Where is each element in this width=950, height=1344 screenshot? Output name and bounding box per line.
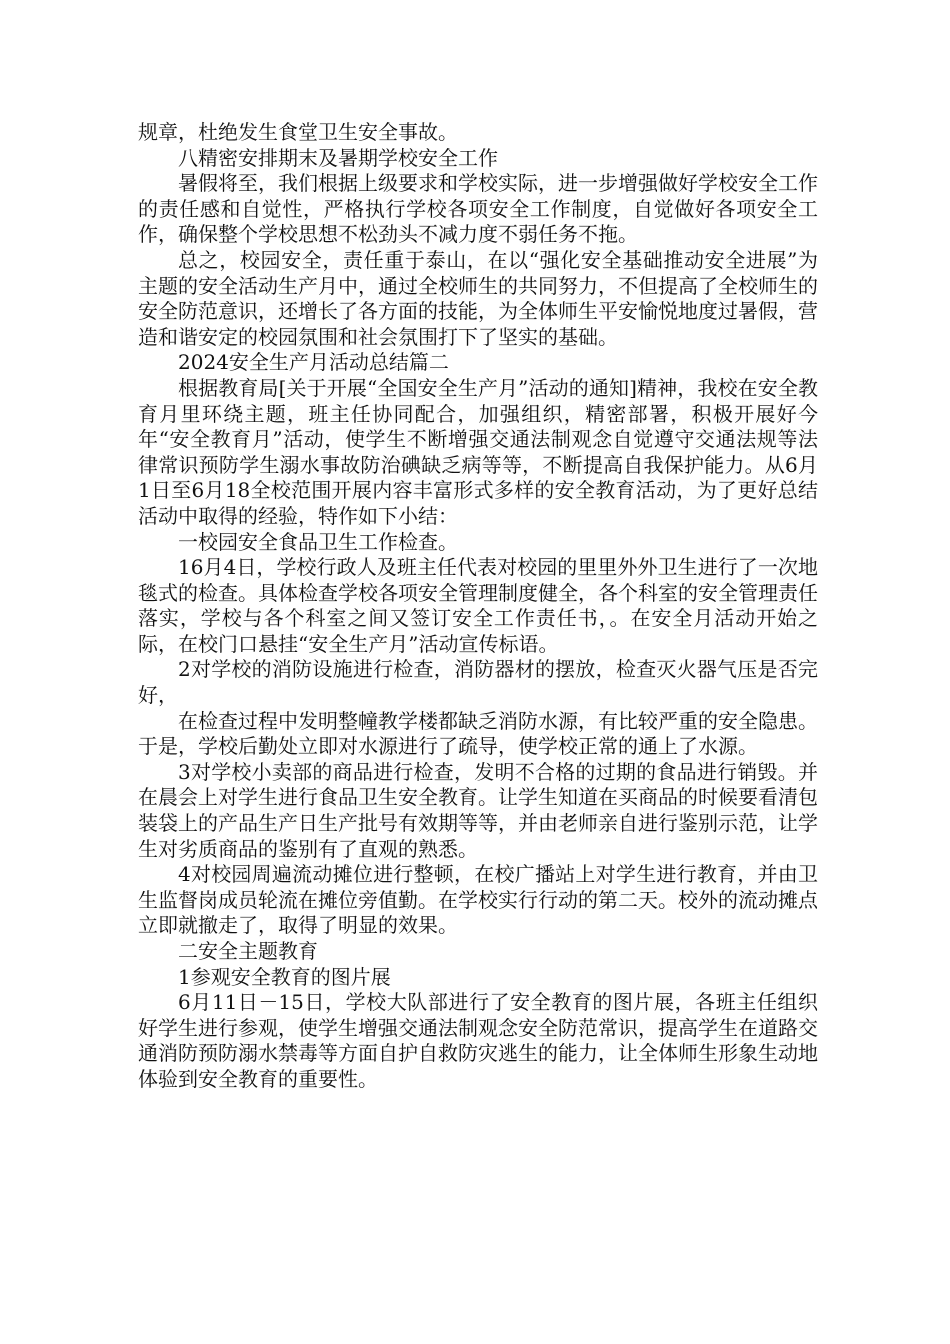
paragraph-item-4: 4对校园周遍流动摊位进行整顿，在校广播站上对学生进行教育，并由卫生监督岗成员轮流在摊位旁值勤。在学校实行行动的第二天。校外的流动摊点立即就撤走了，取得了明显的效果。 bbox=[138, 862, 818, 938]
article-heading-part-two: 2024安全生产月活动总结篇二 bbox=[178, 350, 449, 375]
paragraph-item-2-detail: 在检查过程中发明整幢教学楼都缺乏消防水源，有比较严重的安全隐患。于是，学校后勤处立即对水源进行了疏导，使学校正常的通上了水源。 bbox=[138, 708, 818, 759]
paragraph-intro: 根据教育局[关于开展“全国安全生产月”活动的通知]精神，我校在安全教育月里环绕主题，班主任协同配合，加强组织，精密部署，积极开展好今年“安全教育月”活动，使学生不断增强交通法制观念自觉遵守交通法规等法律常识预防学生溺水事故防治碘缺乏病等等，不断提高自我保护能力。从6月1日至6月18全校范围开展内容丰富形式多样的安全教育活动，为了更好总结活动中取得的经验，特作如下小结： bbox=[138, 375, 818, 528]
paragraph-item-3: 3对学校小卖部的商品进行检查，发明不合格的过期的食品进行销毁。并在晨会上对学生进行食品卫生安全教育。让学生知道在买商品的时候要看清包装袋上的产品生产日生产批号有效期等等，并由老师亲自进行鉴别示范，让学生对劣质商品的鉴别有了直观的熟悉。 bbox=[138, 759, 818, 861]
paragraph-conclusion: 总之，校园安全，责任重于泰山，在以“强化安全基础推动安全进展”为主题的安全活动生产月中，通过全校师生的共同努力，不但提高了全校师生的安全防范意识，还增长了各方面的技能，为全体师生平安愉悦地度过暑假，营造和谐安定的校园氛围和社会氛围打下了坚实的基础。 bbox=[138, 247, 818, 349]
document-body bbox=[138, 120, 818, 1093]
paragraph-summer-safety: 暑假将至，我们根据上级要求和学校实际，进一步增强做好学校安全工作的责任感和自觉性，严格执行学校各项安全工作制度，自觉做好各项安全工作，确保整个学校思想不松劲头不减力度不弱任务不拖。 bbox=[138, 171, 818, 247]
section-heading-summer-safety: 八精密安排期末及暑期学校安全工作 bbox=[178, 145, 498, 170]
paragraph-item-1: 16月4日，学校行政人及班主任代表对校园的里里外外卫生进行了一次地毯式的检查。具体检查学校各项安全管理制度健全，各个科室的安全管理责任落实，学校与各个科室之间又签订安全工作责任书，。在安全月活动开始之际，在校门口悬挂“安全生产月”活动宣传标语。 bbox=[138, 555, 818, 656]
section-heading-food-hygiene: 一校园安全食品卫生工作检查。 bbox=[178, 529, 458, 554]
section-heading-safety-education: 二安全主题教育 bbox=[178, 939, 318, 963]
paragraph-photo-exhibition: 6月11日－15日，学校大队部进行了安全教育的图片展，各班主任组织好学生进行参观，使学生增强交通法制观念安全防范常识，提高学生在道路交通消防预防溺水禁毒等方面自护自救防灾逃生的能力，让全体师生形象生动地体验到安全教育的重要性。 bbox=[138, 990, 818, 1091]
paragraph-continuation: 规章，杜绝发生食堂卫生安全事故。 bbox=[138, 120, 458, 144]
subheading-photo-exhibition: 1参观安全教育的图片展 bbox=[178, 964, 391, 989]
paragraph-item-2: 2对学校的消防设施进行检查，消防器材的摆放，检查灭火器气压是否完好， bbox=[138, 657, 818, 708]
